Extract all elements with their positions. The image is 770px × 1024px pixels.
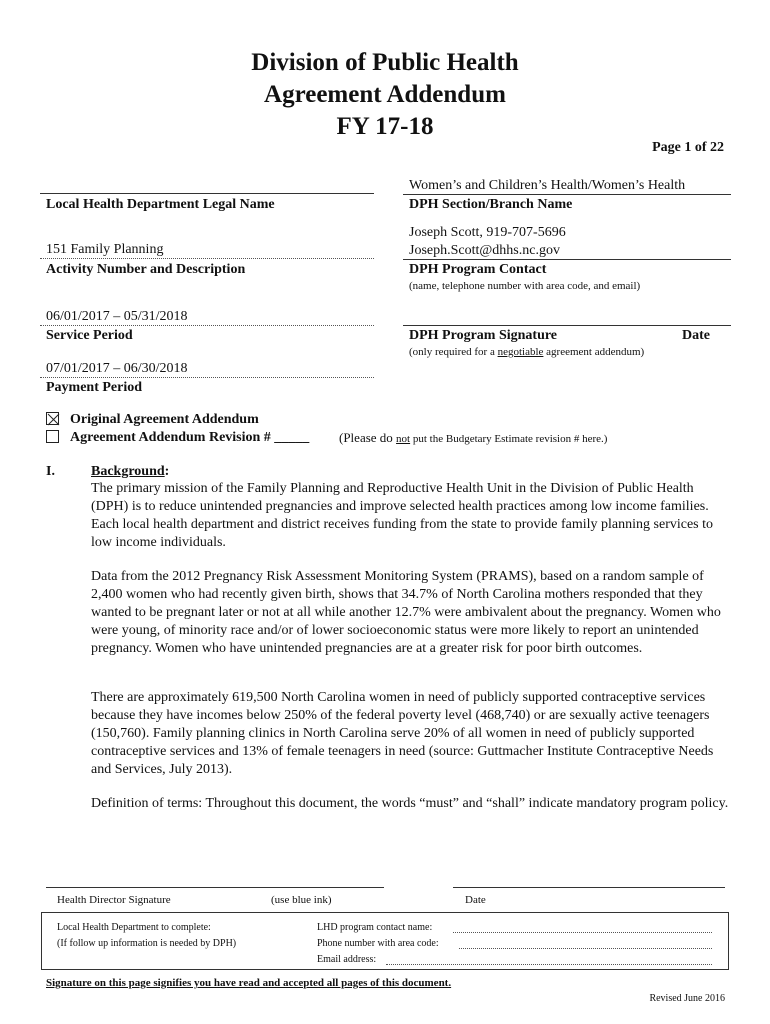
section-branch-line xyxy=(403,194,731,195)
activity-label: Activity Number and Description xyxy=(46,262,246,277)
revision-addendum-checkbox[interactable] xyxy=(46,430,59,443)
phone-label: Phone number with area code: xyxy=(317,938,439,949)
revision-note: (Please do not put the Budgetary Estimate revision # here.) xyxy=(339,430,608,445)
service-period-label: Service Period xyxy=(46,328,133,343)
acceptance-statement: Signature on this page signifies you have read and accepted all pages of this document. xyxy=(46,977,452,989)
blue-ink-note: (use blue ink) xyxy=(271,894,332,906)
program-signature-note: (only required for a negotiable agreement addendum) xyxy=(409,346,645,358)
program-signature-line xyxy=(403,325,731,326)
activity-line xyxy=(40,258,374,259)
original-addendum-label: Original Agreement Addendum xyxy=(70,412,259,427)
legal-name-line xyxy=(40,193,374,194)
background-paragraph-3: There are approximately 619,500 North Carolina women in need of publicly supported contraceptive services because they have incomes below 250% of the federal poverty level (468,740) or are sexually active teenagers (150,760). Family planning clinics in North Carolina serve 20% of all women in need of publicly supported contraceptive services and 13% of female teenagers in need (source: Guttmacher Institute Contraceptive Needs and Services, July 2013). xyxy=(91,690,714,777)
director-signature-line xyxy=(46,887,384,888)
section-branch-value: Women’s and Children’s Health/Women’s Health xyxy=(409,178,686,193)
section-heading: Background: xyxy=(91,464,170,479)
document-title-line3: FY 17-18 xyxy=(336,113,434,140)
program-signature-date-label: Date xyxy=(682,328,710,343)
payment-period-value: 07/01/2017 – 06/30/2018 xyxy=(46,361,188,376)
payment-period-line xyxy=(40,377,374,378)
lhd-followup-label: (If follow up information is needed by DPH) xyxy=(57,938,237,949)
director-date-label: Date xyxy=(465,894,486,906)
payment-period-label: Payment Period xyxy=(46,380,143,395)
background-paragraph-2: Data from the 2012 Pregnancy Risk Assessment Monitoring System (PRAMS), based on a random sample of 2,400 women who had recently given birth, shows that 34.7% of North Carolina mothers responded that they wanted to be pregnant later or not at all while another 12.7% were ambivalent about the pregnancy. Women who were young, of minority race and/or of lower socioeconomic status were more likely to report an unintended pregnancy. Women who have unintended pregnancies are at a greater risk for poor birth outcomes. xyxy=(91,569,721,656)
document-title-line1: Division of Public Health xyxy=(251,49,519,76)
revised-date: Revised June 2016 xyxy=(649,993,725,1004)
document-title-line2: Agreement Addendum xyxy=(264,81,506,108)
contact-name-field[interactable] xyxy=(453,932,712,933)
program-contact-line xyxy=(403,259,731,260)
service-period-line xyxy=(40,325,374,326)
checkbox-x-icon xyxy=(47,413,60,426)
activity-value: 151 Family Planning xyxy=(46,242,164,257)
program-signature-label: DPH Program Signature xyxy=(409,328,558,343)
background-paragraph-1: The primary mission of the Family Planning and Reproductive Health Unit in the Division of Public Health (DPH) is to reduce unintended pregnancies and improve selected health practices among low income families. Each local health department and district receives funding from the state to provide family planning services to low income individuals. xyxy=(91,481,714,550)
program-contact-label: DPH Program Contact xyxy=(409,262,547,277)
service-period-value: 06/01/2017 – 05/31/2018 xyxy=(46,309,188,324)
legal-name-label: Local Health Department Legal Name xyxy=(46,197,275,212)
program-contact-email: Joseph.Scott@dhhs.nc.gov xyxy=(409,243,560,258)
page-number: Page 1 of 22 xyxy=(652,140,724,155)
contact-name-label: LHD program contact name: xyxy=(317,922,433,933)
program-contact-note: (name, telephone number with area code, and email) xyxy=(409,280,641,292)
director-date-line xyxy=(453,887,725,888)
original-addendum-checkbox[interactable] xyxy=(46,412,59,425)
section-numeral: I. xyxy=(46,464,55,479)
email-field[interactable] xyxy=(386,964,712,965)
phone-field[interactable] xyxy=(459,948,712,949)
program-contact-value: Joseph Scott, 919-707-5696 xyxy=(409,225,566,240)
revision-addendum-label: Agreement Addendum Revision # _____ xyxy=(70,430,310,445)
section-branch-label: DPH Section/Branch Name xyxy=(409,197,573,212)
director-signature-label: Health Director Signature xyxy=(57,894,171,906)
background-paragraph-4: Definition of terms: Throughout this document, the words “must” and “shall” indicate mandatory program policy. xyxy=(91,796,729,811)
lhd-complete-label: Local Health Department to complete: xyxy=(57,922,211,933)
email-label: Email address: xyxy=(317,954,377,965)
